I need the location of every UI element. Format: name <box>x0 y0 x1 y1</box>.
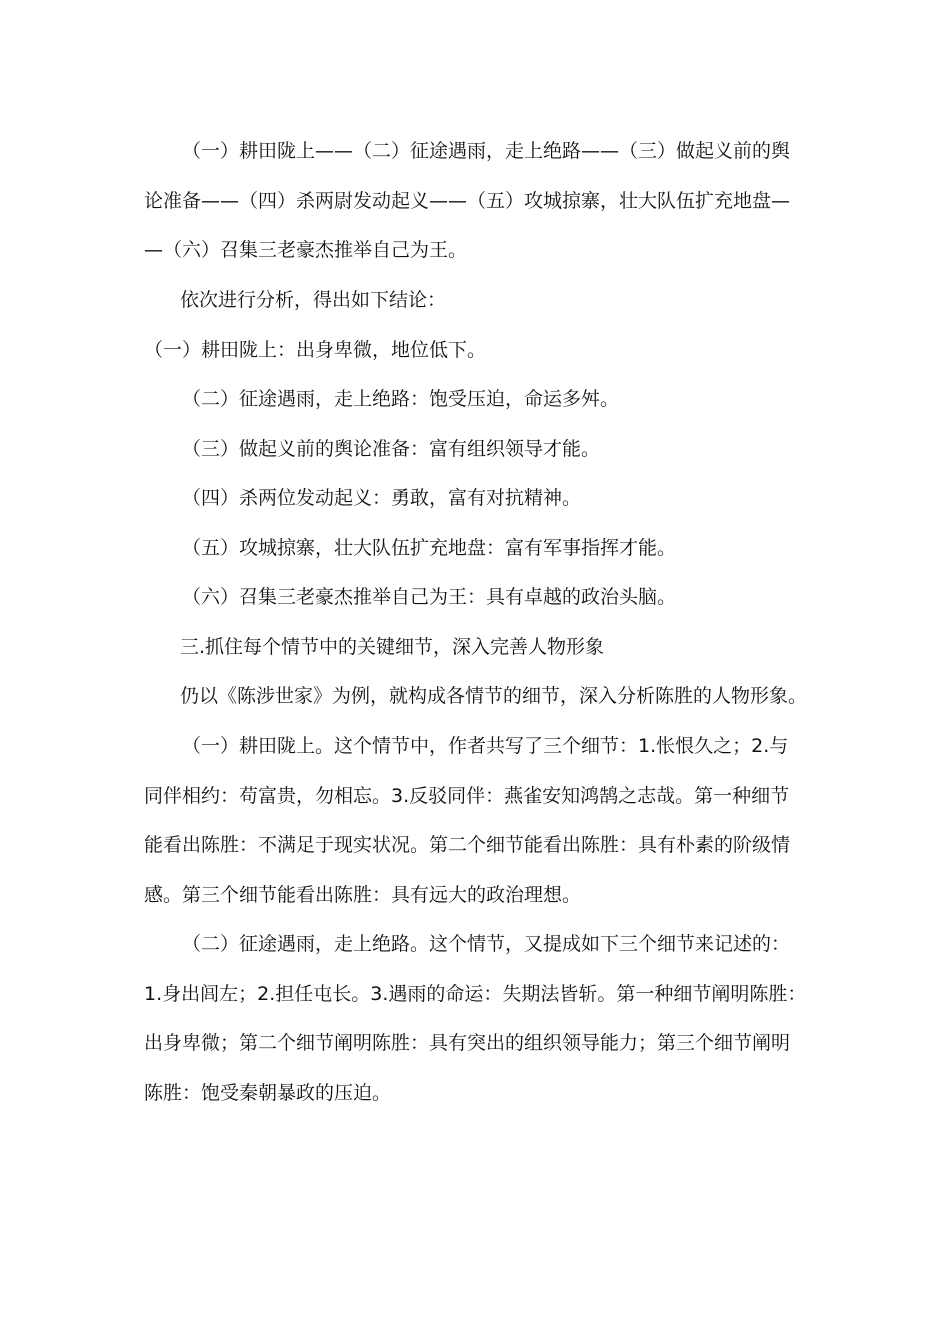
paragraph-plot-sequence <box>144 127 820 276</box>
text-line: （二）征途遇雨，走上绝路。这个情节，又提成如下三个细节来记述的： <box>182 933 791 955</box>
text-line: （四）杀两位发动起义：勇敢，富有对抗精神。 <box>182 487 582 509</box>
text-line: 感。第三个细节能看出陈胜：具有远大的政治理想。 <box>144 883 582 906</box>
text-line: （一）耕田陇上。这个情节中，作者共写了三个细节：1.怅恨久之；2.与 <box>182 735 789 757</box>
text-line: 出身卑微；第二个细节阐明陈胜：具有突出的组织领导能力；第三个细节阐明 <box>144 1032 791 1055</box>
text-line: 陈胜：饱受秦朝暴政的压迫。 <box>144 1081 392 1104</box>
paragraph-conclusion-2 <box>144 375 820 425</box>
text-line: 1.身出闾左；2.担任屯长。3.遇雨的命运：失期法皆斩。第一种细节阐明陈胜： <box>144 982 807 1005</box>
text-line: （六）召集三老豪杰推举自己为王：具有卓越的政治头脑。 <box>182 586 677 608</box>
text-line: （二）征途遇雨，走上绝路：饱受压迫，命运多舛。 <box>182 388 620 410</box>
text-line: 仍以《陈涉世家》为例，就构成各情节的细节，深入分析陈胜的人物形象。 <box>180 685 808 707</box>
text-line: （一）耕田陇上——（二）征途遇雨，走上绝路——（三）做起义前的舆 <box>182 140 791 162</box>
text-line: （五）攻城掠寨，壮大队伍扩充地盘：富有军事指挥才能。 <box>182 537 677 559</box>
paragraph-conclusion-5 <box>144 524 820 574</box>
paragraph-conclusion-3 <box>144 425 820 475</box>
paragraph-conclusion-1 <box>144 326 820 376</box>
section-heading-3 <box>144 623 820 673</box>
text-line: 论准备——（四）杀两尉发动起义——（五）攻城掠寨，壮大队伍扩充地盘— <box>144 189 791 212</box>
paragraph-detail-2 <box>144 920 820 1118</box>
text-line: （三）做起义前的舆论准备：富有组织领导才能。 <box>182 438 601 460</box>
text-line: 依次进行分析，得出如下结论： <box>180 289 447 311</box>
text-line: 同伴相约：苟富贵，勿相忘。3.反驳同伴：燕雀安知鸿鹄之志哉。第一种细节 <box>144 784 790 807</box>
paragraph-conclusion-4 <box>144 474 820 524</box>
paragraph-conclusion-6 <box>144 573 820 623</box>
text-line: 三.抓住每个情节中的关键细节，深入完善人物形象 <box>180 636 605 658</box>
text-line: （一）耕田陇上：出身卑微，地位低下。 <box>144 339 487 361</box>
paragraph-detail-1 <box>144 722 820 920</box>
text-line: —（六）召集三老豪杰推举自己为王。 <box>144 239 468 262</box>
text-line: 能看出陈胜：不满足于现实状况。第二个细节能看出陈胜：具有朴素的阶级情 <box>144 834 791 857</box>
paragraph-detail-intro <box>144 672 820 722</box>
paragraph-analysis-intro <box>144 276 820 326</box>
